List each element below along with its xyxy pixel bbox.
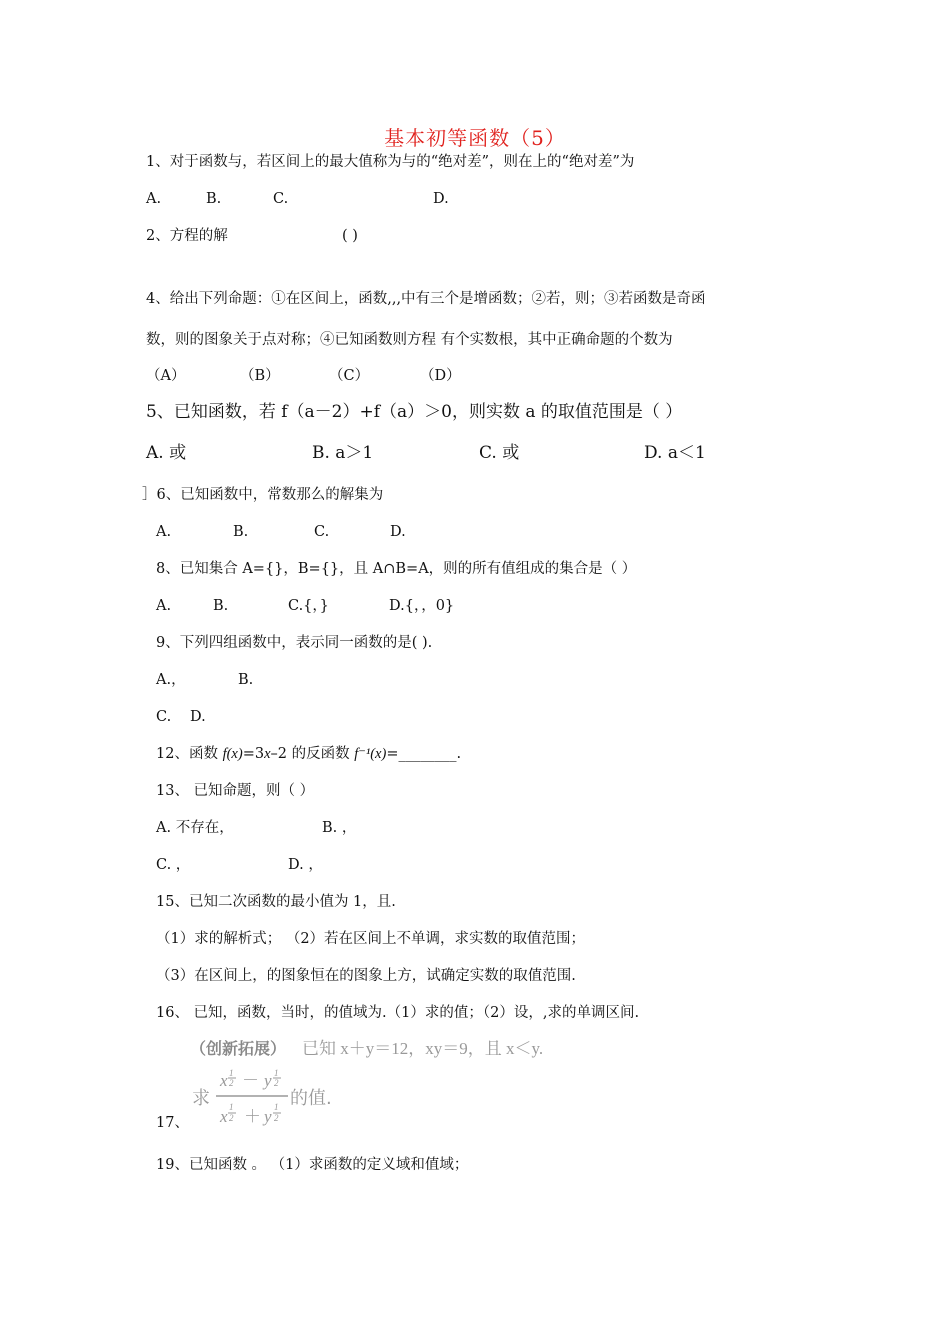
option-c: C.	[156, 709, 172, 725]
option-d: D. ，	[288, 857, 323, 873]
minus-2-text: –2 的反函数	[270, 746, 355, 762]
svg-text:1: 1	[274, 1102, 279, 1112]
answer-paren: ( )	[342, 228, 358, 244]
question-17-formula-image	[190, 1036, 610, 1136]
option-d: D.{，，0}	[389, 598, 455, 614]
option-a: A.	[156, 524, 172, 540]
option-a: A.，	[156, 672, 186, 688]
question-15-part-3: （3）在区间上，的图象恒在的图象上方，试确定实数的取值范围.	[156, 968, 576, 984]
option-a: A. 不存在，	[156, 820, 234, 836]
variable-x: x	[264, 746, 271, 762]
svg-text:y: y	[264, 1071, 272, 1090]
option-a: A.	[146, 191, 162, 207]
option-a: A. 或	[146, 443, 187, 463]
question-13-stem: 13、 已知命题，则（ ）	[156, 783, 315, 799]
option-b: B.	[233, 524, 249, 540]
svg-text:2: 2	[274, 1113, 279, 1123]
option-b: B.	[206, 191, 222, 207]
equals-3: =3	[242, 746, 265, 762]
option-c: C.	[314, 524, 330, 540]
inverse-function: f⁻¹(x)	[354, 746, 387, 762]
question-8-stem: 8、已知集合 A={}，B={}，且 A∩B=A，则的所有值组成的集合是（ ）	[156, 561, 637, 577]
option-d: D. a＜1	[644, 443, 706, 463]
question-12-prefix: 12、函数	[156, 746, 223, 762]
option-b: B. a＞1	[312, 443, 374, 463]
svg-text:y: y	[264, 1107, 272, 1126]
given-condition: 已知 x＋y＝12，xy＝9，且 x＜y.	[302, 1039, 544, 1058]
innovation-tag: （创新拓展）	[190, 1039, 287, 1058]
qiu-text: 求	[192, 1088, 210, 1108]
question-5-stem: 5、已知函数，若 f（a－2）+f（a）＞0，则实数 a 的取值范围是（ ）	[146, 402, 683, 422]
page-title: 基本初等函数（5）	[384, 126, 566, 150]
svg-text:－: －	[242, 1071, 259, 1090]
question-2	[146, 227, 358, 245]
question-15-stem: 15、已知二次函数的最小值为 1，且.	[156, 894, 396, 910]
svg-text:＋: ＋	[244, 1107, 261, 1126]
svg-text:2: 2	[229, 1113, 234, 1123]
question-12	[156, 745, 461, 763]
question-16-stem: 16、 已知，函数，当时，的值域为.（1）求的值；（2）设，,求的单调区间.	[156, 1005, 640, 1021]
option-a: （A）	[146, 368, 186, 384]
option-d: D.	[390, 524, 406, 540]
question-1-stem: 1、对于函数与，若区间上的最大值称为与的“绝对差”，则在上的“绝对差”为	[146, 154, 635, 170]
option-d: D.	[433, 191, 449, 207]
option-b: （B）	[240, 368, 280, 384]
svg-text:x: x	[220, 1107, 228, 1126]
question-17-number: 17、	[156, 1115, 189, 1131]
option-b: B.	[238, 672, 254, 688]
svg-text:x: x	[220, 1071, 228, 1090]
function-f-of-x: f(x)	[222, 746, 243, 762]
question-4-stem-line2: 数，则的图象关于点对称；④已知函数则方程 有个实数根，其中正确命题的个数为	[146, 332, 673, 348]
svg-text:2: 2	[229, 1078, 234, 1088]
svg-text:1: 1	[229, 1068, 234, 1078]
question-6-stem: ］6、已知函数中，常数那么的解集为	[142, 487, 384, 503]
option-c: （C）	[329, 368, 370, 384]
question-9-stem: 9、下列四组函数中，表示同一函数的是( ).	[156, 635, 433, 651]
option-d: （D）	[420, 368, 461, 384]
option-c: C.	[273, 191, 289, 207]
option-c: C. 或	[479, 443, 520, 463]
question-4-stem-line1: 4、给出下列命题：①在区间上，函数,,,中有三个是增函数；②若，则；③若函数是奇函	[146, 291, 706, 307]
option-b: B.	[213, 598, 229, 614]
option-b: B. ，	[322, 820, 357, 836]
option-c: C.{，}	[288, 598, 329, 614]
answer-blank: =________.	[386, 746, 462, 762]
svg-text:2: 2	[274, 1078, 279, 1088]
option-c: C. ，	[156, 857, 191, 873]
question-19-stem: 19、已知函数 。 （1）求函数的定义域和值域；	[156, 1157, 469, 1173]
fraction-expression	[216, 1068, 288, 1126]
question-2-stem: 2、方程的解	[146, 228, 228, 244]
tail-text: 的值.	[290, 1088, 332, 1109]
svg-text:1: 1	[229, 1102, 234, 1112]
option-a: A.	[156, 598, 172, 614]
option-d: D.	[190, 709, 206, 725]
svg-text:1: 1	[274, 1068, 279, 1078]
question-15-part-1-2: （1）求的解析式； （2）若在区间上不单调，求实数的取值范围；	[156, 931, 586, 947]
